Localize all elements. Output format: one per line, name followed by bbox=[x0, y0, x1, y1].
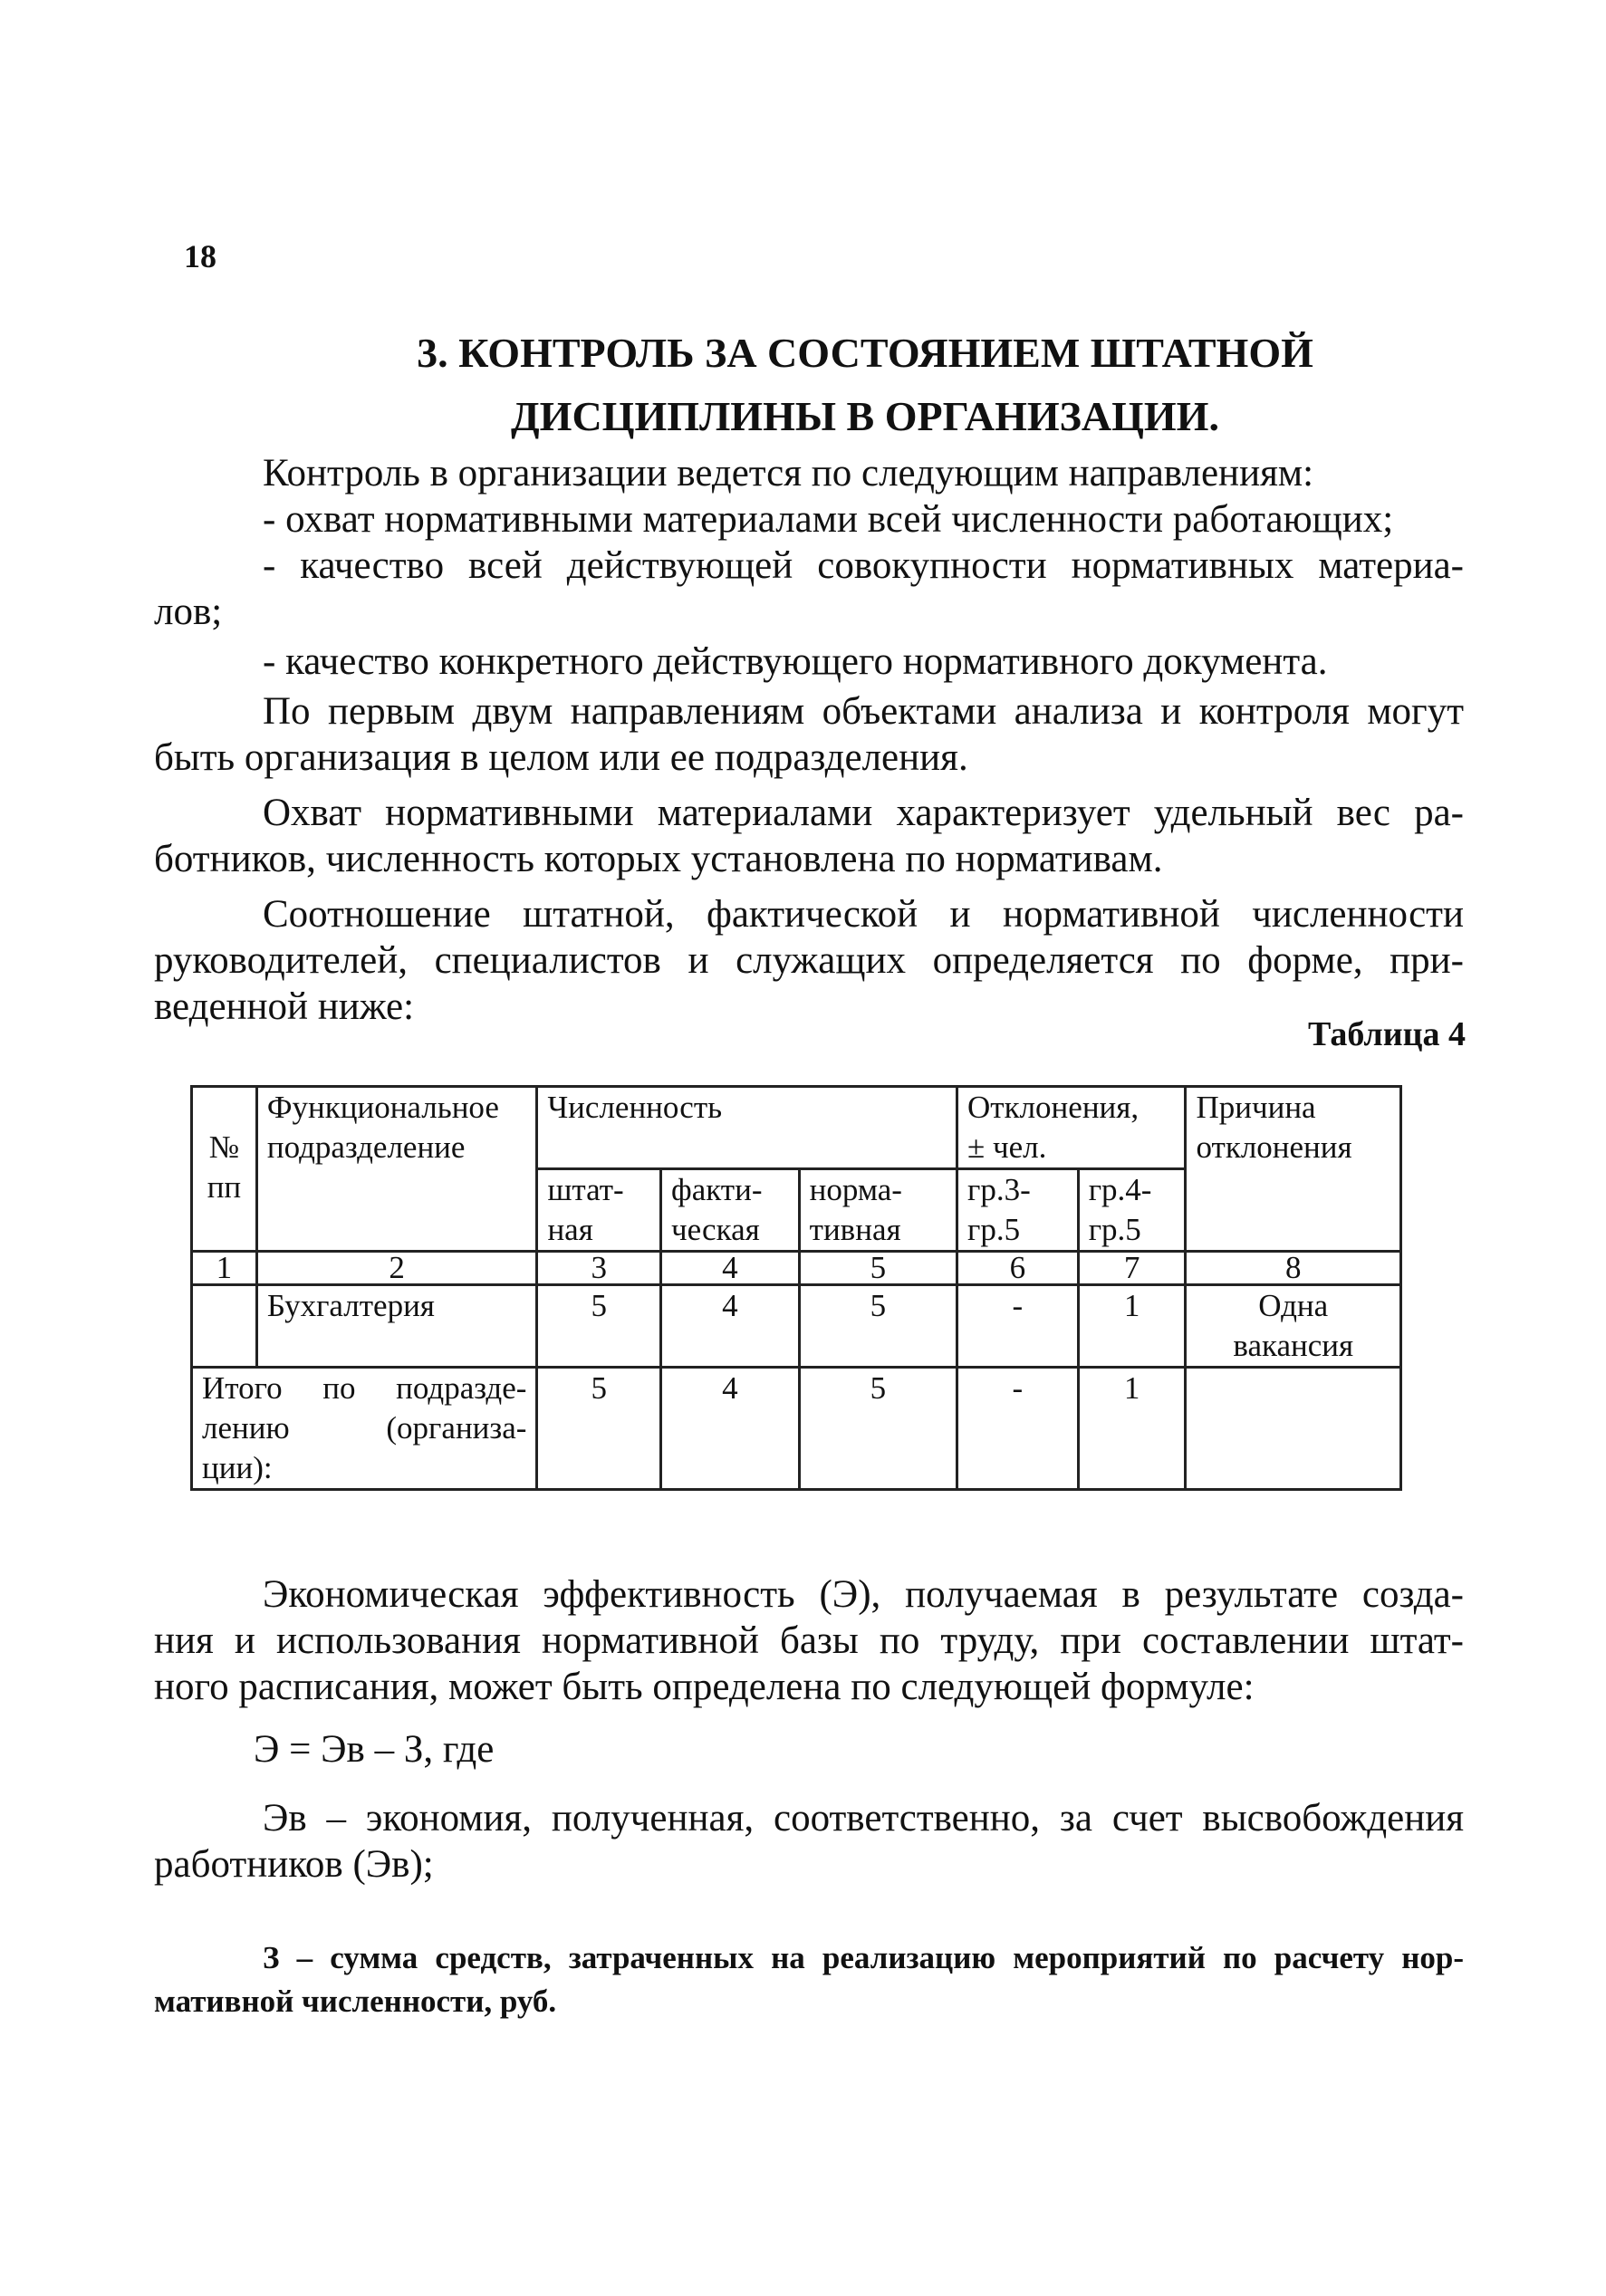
intro-line: Охват нормативными материалами характеризует удельный вес ра- bbox=[263, 792, 1464, 834]
intro-line: Соотношение штатной, фактической и нормативной численности bbox=[263, 893, 1464, 936]
header-text: тивная bbox=[809, 1212, 901, 1247]
section-heading-line-1: 3. КОНТРОЛЬ ЗА СОСТОЯНИЕМ ШТАТНОЙ bbox=[417, 330, 1313, 376]
header-cell-reason bbox=[1186, 1087, 1401, 1252]
cell-number bbox=[192, 1285, 257, 1368]
cell-department: Бухгалтерия bbox=[256, 1285, 537, 1368]
header-text: факти- bbox=[671, 1172, 763, 1207]
intro-line: быть организация в целом или ее подразделения. bbox=[154, 736, 968, 779]
cell-normative: 5 bbox=[799, 1285, 957, 1368]
header-text: гр.5 bbox=[1088, 1212, 1141, 1247]
column-number-row bbox=[192, 1252, 1401, 1285]
intro-line: По первым двум направлениям объектами анализа и контроля могут bbox=[263, 690, 1464, 733]
subheader-cell-actual bbox=[661, 1169, 800, 1252]
header-text: отклонения bbox=[1196, 1129, 1352, 1165]
header-text: Причина bbox=[1196, 1090, 1316, 1125]
header-text: Функциональное bbox=[266, 1090, 499, 1125]
header-text: гр.5 bbox=[967, 1212, 1021, 1247]
header-cell-number bbox=[192, 1087, 257, 1252]
table-row bbox=[192, 1285, 1401, 1368]
subheader-cell-g3-g5 bbox=[957, 1169, 1079, 1252]
cell-g3-g5: - bbox=[957, 1285, 1079, 1368]
page-number: 18 bbox=[184, 238, 216, 274]
cell-reason bbox=[1186, 1368, 1401, 1490]
economics-definition bbox=[154, 1795, 1464, 1888]
intro-text bbox=[154, 450, 1464, 1030]
table-total-row bbox=[192, 1368, 1401, 1490]
column-number: 4 bbox=[661, 1252, 800, 1285]
economics-line: ния и использования нормативной базы по труду, при составлении штат- bbox=[154, 1619, 1464, 1662]
header-cell-deviation bbox=[957, 1087, 1186, 1169]
total-label-text: ции): bbox=[202, 1450, 273, 1485]
header-text: гр.3- bbox=[967, 1172, 1031, 1207]
reason-text: Одна bbox=[1258, 1288, 1329, 1323]
subheader-cell-g4-g5 bbox=[1078, 1169, 1186, 1252]
cell-staff: 5 bbox=[537, 1285, 661, 1368]
cell-normative: 5 bbox=[799, 1368, 957, 1490]
subheader-cell-staff bbox=[537, 1169, 661, 1252]
cell-actual: 4 bbox=[661, 1285, 800, 1368]
intro-line: - качество всей действующей совокупности нормативных материа- bbox=[263, 544, 1464, 587]
economics-line: ного расписания, может быть определена по следующей формуле: bbox=[154, 1666, 1255, 1708]
column-number: 3 bbox=[537, 1252, 661, 1285]
header-text: подразделение bbox=[266, 1129, 466, 1165]
header-text: гр.4- bbox=[1088, 1172, 1152, 1207]
header-text: Численность bbox=[547, 1090, 723, 1125]
table-caption: Таблица 4 bbox=[1307, 1015, 1466, 1053]
intro-line: веденной ниже: bbox=[154, 985, 415, 1028]
header-text: норма- bbox=[809, 1172, 902, 1207]
header-cell-count bbox=[537, 1087, 957, 1169]
column-number: 7 bbox=[1078, 1252, 1186, 1285]
cell-g4-g5: 1 bbox=[1078, 1368, 1186, 1490]
column-number: 2 bbox=[256, 1252, 537, 1285]
cell-staff: 5 bbox=[537, 1368, 661, 1490]
intro-line: руководителей, специалистов и служащих определяется по форме, при- bbox=[154, 939, 1464, 982]
staffing-table bbox=[190, 1085, 1402, 1491]
subheader-cell-normative bbox=[799, 1169, 957, 1252]
header-text: ± чел. bbox=[967, 1129, 1047, 1165]
column-number: 6 bbox=[957, 1252, 1079, 1285]
cost-definition bbox=[154, 1936, 1464, 2023]
table-header-row bbox=[192, 1087, 1401, 1169]
total-label-text: Итого по подразде- bbox=[202, 1370, 527, 1406]
header-text: пп bbox=[207, 1169, 242, 1205]
intro-line: - качество конкретного действующего нормативного документа. bbox=[263, 640, 1328, 683]
efficiency-formula: Э = Эв – З, где bbox=[254, 1728, 495, 1771]
economics-line: работников (Эв); bbox=[154, 1843, 434, 1886]
column-number: 5 bbox=[799, 1252, 957, 1285]
intro-line: ботников, численность которых установлена по нормативам. bbox=[154, 838, 1163, 880]
header-cell-department bbox=[256, 1087, 537, 1252]
intro-line: Контроль в организации ведется по следующим направлениям: bbox=[263, 452, 1314, 495]
cell-g3-g5: - bbox=[957, 1368, 1079, 1490]
reason-text: вакансия bbox=[1233, 1328, 1354, 1363]
economics-line: Экономическая эффективность (Э), получаемая в результате созда- bbox=[263, 1573, 1464, 1616]
economics-line: Эв – экономия, полученная, соответственно, за счет высвобождения bbox=[263, 1797, 1464, 1840]
intro-line: - охват нормативными материалами всей численности работающих; bbox=[263, 498, 1394, 541]
cost-line: З – сумма средств, затраченных на реализацию мероприятий по расчету нор- bbox=[263, 1940, 1464, 1975]
economics-text bbox=[154, 1571, 1464, 1710]
intro-line: лов; bbox=[154, 591, 223, 633]
column-number: 8 bbox=[1186, 1252, 1401, 1285]
header-text: Отклонения, bbox=[967, 1090, 1140, 1125]
column-number: 1 bbox=[192, 1252, 257, 1285]
section-heading-line-2: ДИСЦИПЛИНЫ В ОРГАНИЗАЦИИ. bbox=[511, 393, 1219, 439]
cell-reason bbox=[1186, 1285, 1401, 1368]
header-text: ческая bbox=[671, 1212, 760, 1247]
cost-line: мативной численности, руб. bbox=[154, 1984, 557, 2019]
cell-g4-g5: 1 bbox=[1078, 1285, 1186, 1368]
cell-actual: 4 bbox=[661, 1368, 800, 1490]
header-text: штат- bbox=[547, 1172, 624, 1207]
cell-total-label bbox=[192, 1368, 537, 1490]
total-label-text: лению (организа- bbox=[202, 1410, 527, 1446]
header-text: № bbox=[208, 1129, 240, 1165]
header-text: ная bbox=[547, 1212, 593, 1247]
